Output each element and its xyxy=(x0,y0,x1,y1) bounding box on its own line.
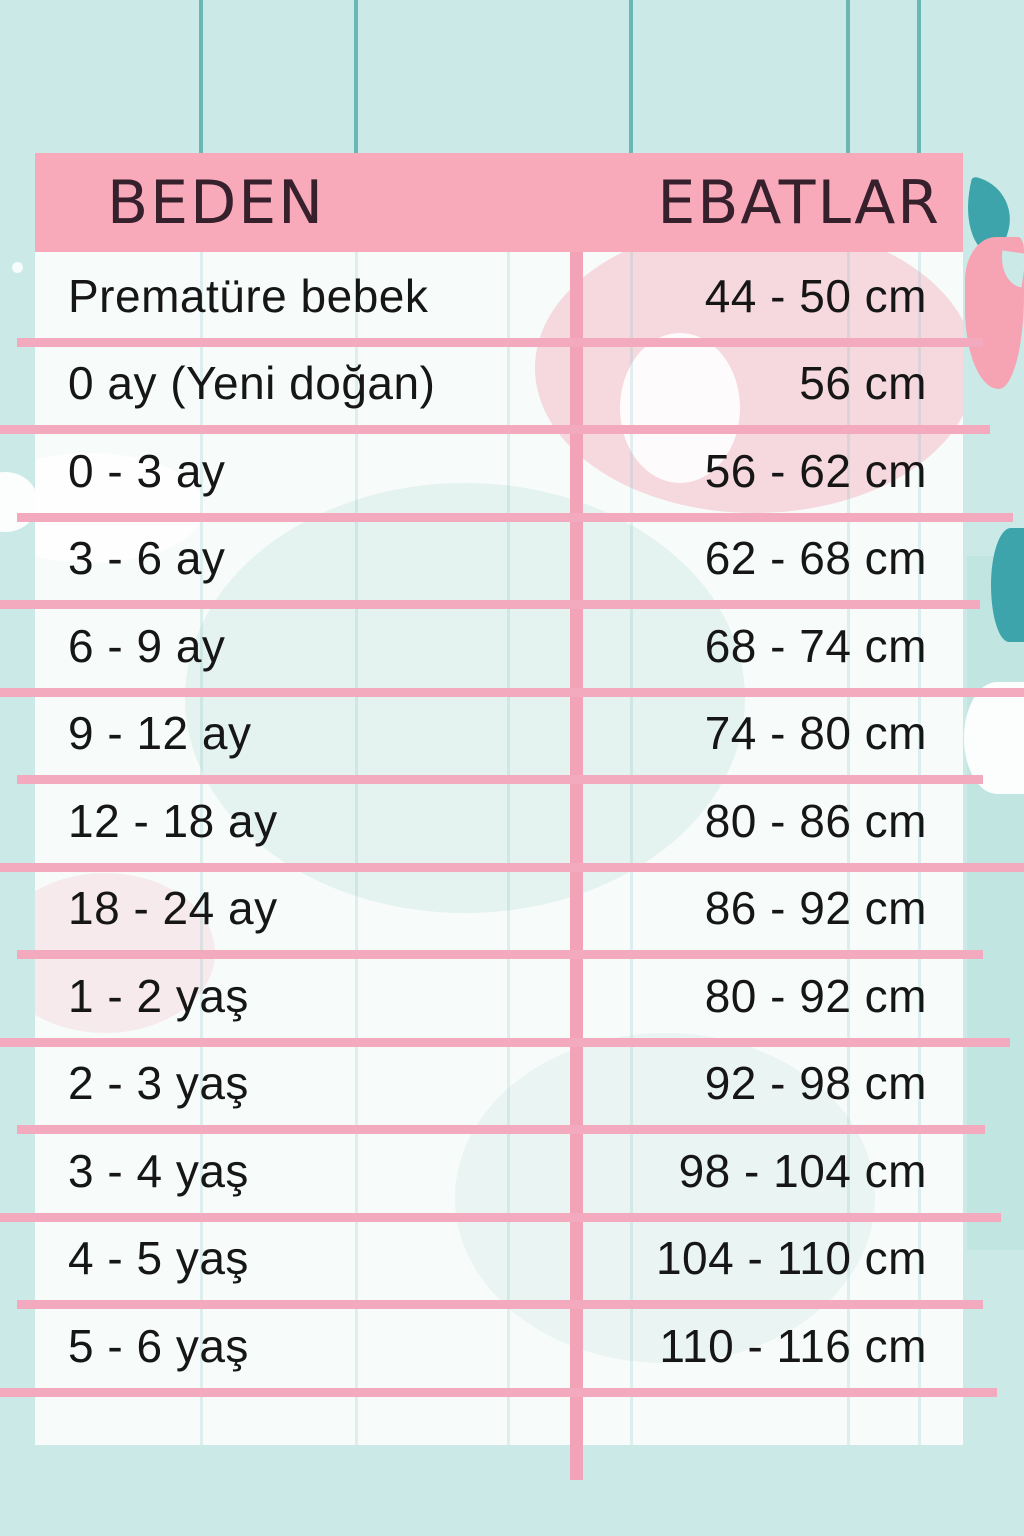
size-label-cell: 6 - 9 ay xyxy=(68,619,226,672)
row-divider-line xyxy=(17,338,983,347)
column-header-ebatlar: EBATLAR xyxy=(657,167,941,238)
dot-decoration xyxy=(12,262,23,273)
row-divider-line xyxy=(0,600,980,609)
table-row xyxy=(35,515,963,603)
size-range-cell: 44 - 50 cm xyxy=(704,269,927,322)
size-label-cell: 3 - 4 yaş xyxy=(68,1144,249,1197)
size-label-cell: 9 - 12 ay xyxy=(68,707,252,760)
row-divider-line xyxy=(0,1038,1010,1047)
table-row xyxy=(35,602,963,690)
teal-patch-decoration xyxy=(967,556,1024,1250)
table-row xyxy=(35,427,963,515)
row-divider-line xyxy=(0,688,1024,697)
table-row xyxy=(35,252,963,340)
size-range-cell: 98 - 104 cm xyxy=(678,1144,927,1197)
row-divider-line xyxy=(17,775,983,784)
table-row xyxy=(35,340,963,428)
hanging-string xyxy=(199,0,203,154)
size-label-cell: 12 - 18 ay xyxy=(68,794,278,847)
size-label-cell: 18 - 24 ay xyxy=(68,882,278,935)
size-label-cell: 5 - 6 yaş xyxy=(68,1319,249,1372)
size-label-cell: 1 - 2 yaş xyxy=(68,969,249,1022)
table-row xyxy=(35,690,963,778)
row-divider-line xyxy=(17,1300,983,1309)
hanging-string xyxy=(917,0,921,154)
table-row xyxy=(35,1302,963,1390)
size-label-cell: Prematüre bebek xyxy=(68,269,429,322)
table-header xyxy=(35,153,963,252)
row-divider-line xyxy=(0,1388,997,1397)
table-row xyxy=(35,952,963,1040)
size-range-cell: 104 - 110 cm xyxy=(655,1232,927,1285)
column-header-beden: BEDEN xyxy=(107,167,326,238)
size-range-cell: 80 - 92 cm xyxy=(704,969,927,1022)
hanging-string xyxy=(629,0,633,154)
table-row xyxy=(35,1127,963,1215)
row-divider-line xyxy=(17,1125,985,1134)
table-row xyxy=(35,1215,963,1303)
size-range-cell: 110 - 116 cm xyxy=(659,1319,927,1372)
size-range-cell: 62 - 68 cm xyxy=(704,532,927,585)
table-row xyxy=(35,865,963,953)
row-divider-line xyxy=(0,425,990,434)
row-divider-line xyxy=(0,1213,1001,1222)
hanging-string xyxy=(354,0,358,154)
size-label-cell: 4 - 5 yaş xyxy=(68,1232,249,1285)
row-divider-line xyxy=(17,513,1013,522)
size-range-cell: 80 - 86 cm xyxy=(704,794,927,847)
size-label-cell: 2 - 3 yaş xyxy=(68,1057,249,1110)
cloud-decoration xyxy=(0,472,38,532)
size-label-cell: 0 ay (Yeni doğan) xyxy=(68,357,436,410)
size-range-cell: 56 - 62 cm xyxy=(704,444,927,497)
hanging-string xyxy=(846,0,850,154)
size-range-cell: 68 - 74 cm xyxy=(704,619,927,672)
size-label-cell: 0 - 3 ay xyxy=(68,444,226,497)
row-divider-line xyxy=(17,950,983,959)
teal-crescent-decoration xyxy=(991,528,1024,642)
size-range-cell: 92 - 98 cm xyxy=(704,1057,927,1110)
row-divider-line xyxy=(0,863,1024,872)
size-range-cell: 56 cm xyxy=(799,357,927,410)
size-range-cell: 74 - 80 cm xyxy=(704,707,927,760)
table-row xyxy=(35,1040,963,1128)
size-range-cell: 86 - 92 cm xyxy=(704,882,927,935)
table-row xyxy=(35,777,963,865)
size-label-cell: 3 - 6 ay xyxy=(68,532,226,585)
